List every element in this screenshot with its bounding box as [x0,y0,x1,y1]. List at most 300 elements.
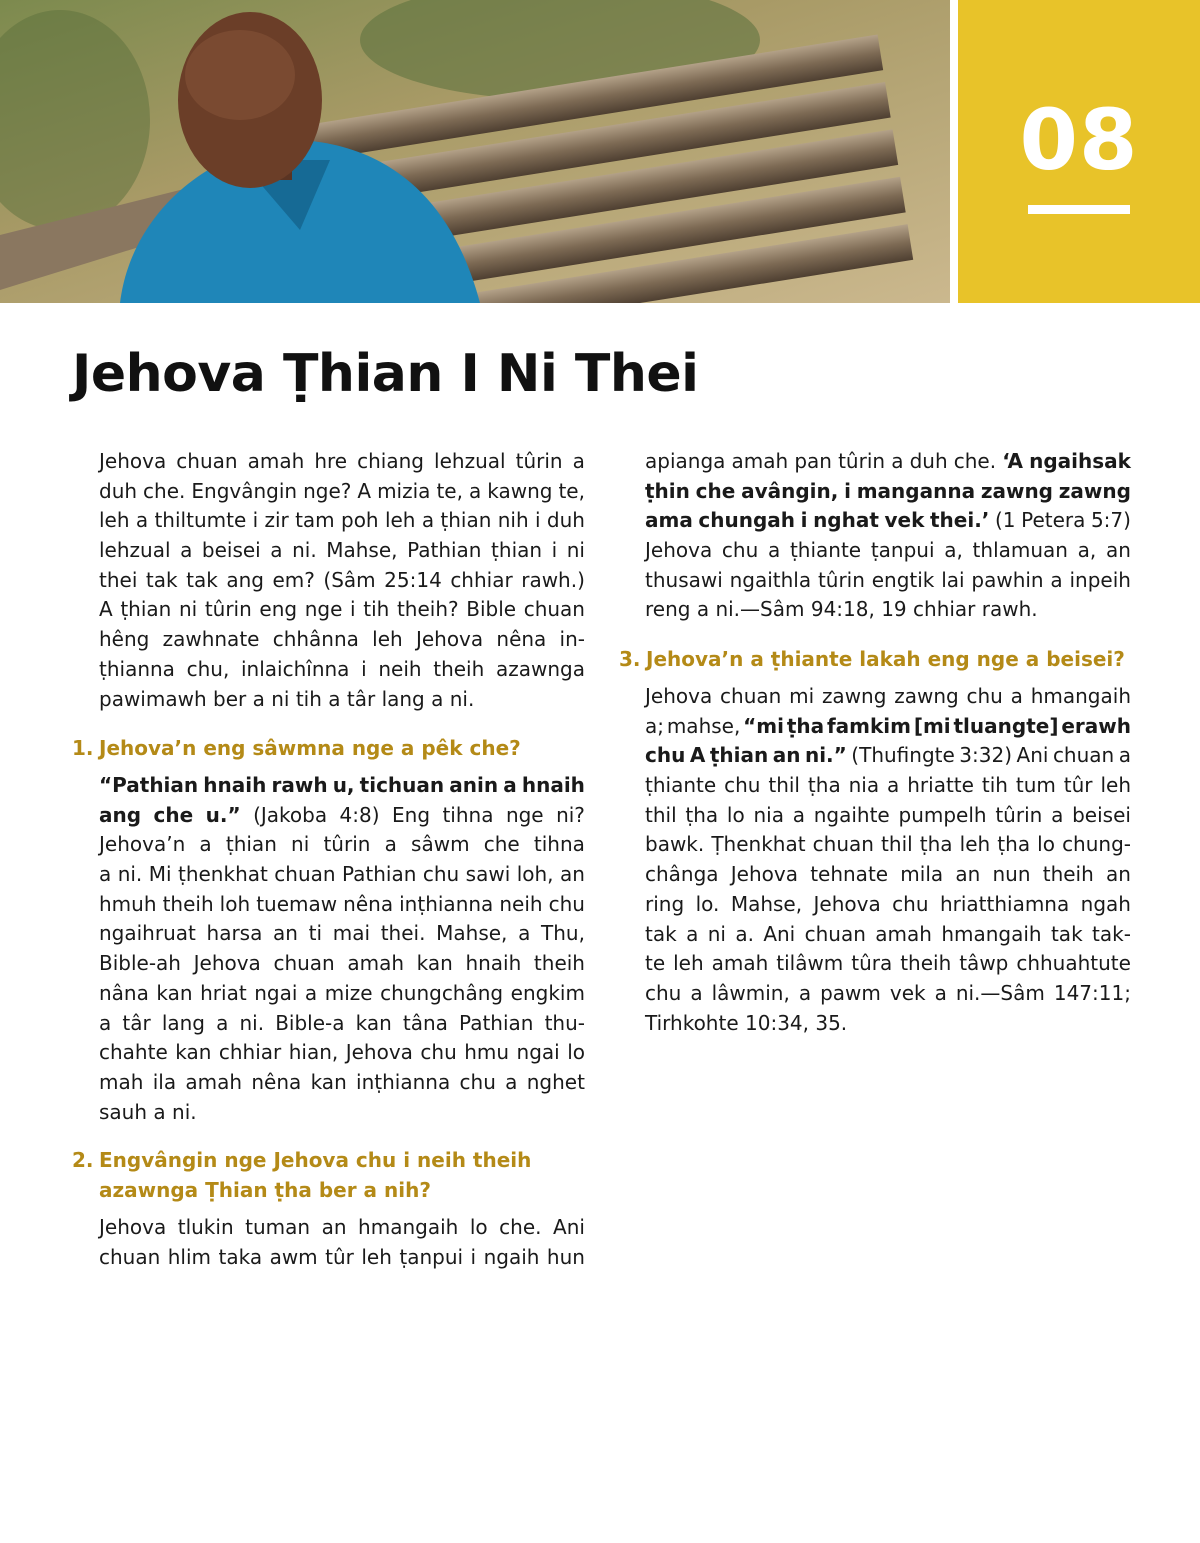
word [645,979,681,1009]
word [273,949,334,979]
word [503,771,517,801]
section-3-paragraph [645,682,1131,1038]
word [203,771,266,801]
word [296,685,328,715]
word [325,979,373,1009]
text-run: hun [546,1244,585,1269]
word [541,919,585,949]
text-run: ni. [449,686,475,711]
word [696,477,736,507]
section-heading-3 [619,645,1125,675]
word [914,712,951,742]
word [1062,830,1131,860]
word [407,536,481,566]
word [547,1243,585,1273]
word [346,1038,413,1068]
text-line [645,712,1131,742]
word [271,685,296,715]
word [743,712,784,742]
text-run: te, [436,478,463,503]
text-line [645,860,1131,890]
text-run: zir [264,508,289,533]
text-run: Ṭhenkhat [711,832,806,857]
word [887,771,899,801]
text-run: pumpelh [898,802,987,827]
word [180,536,192,566]
text-run: 10:34, [745,1010,809,1035]
text-run: ni. [117,862,143,887]
word [907,771,974,801]
bold-text: ni.” [804,743,847,768]
word [146,566,178,596]
word [385,830,397,860]
text-run: tûrin [204,597,252,622]
word [810,860,888,890]
text-run: a [686,921,699,946]
word [722,536,758,566]
word [885,506,925,536]
text-run: chungchâng [380,980,504,1005]
text-run: pawm [820,980,881,1005]
word [730,566,812,596]
bold-text: ṭha [786,713,825,738]
heading-text: Jehova’n eng sâwmna nge a pêk che? [99,736,521,760]
word [384,566,442,596]
text-run: leh [384,508,416,533]
word [556,801,585,831]
text-run: ni [707,921,726,946]
text-line [99,536,585,566]
text-run: loh, [516,862,554,887]
text-line [99,685,585,715]
word [436,477,463,507]
word [900,860,943,890]
word [645,536,712,566]
text-run: an [955,862,981,887]
text-run: tihna [442,802,494,827]
word [420,1038,456,1068]
text-run: tak [186,567,218,592]
word [326,536,397,566]
word [793,801,805,831]
bold-text: nghat [813,508,879,533]
word [325,1243,360,1273]
text-run: ṭha [685,802,719,827]
text-run: Tirhkohte [645,1010,739,1035]
text-run: a [99,862,112,887]
word [350,595,356,625]
text-run: mi [789,684,815,708]
text-run: ni [178,597,198,622]
text-run: 3:32) [959,743,1013,768]
heading-text: Jehova’n a ṭhiante lakah eng nge a beisei? [646,647,1125,671]
word [997,830,1030,860]
word [392,801,430,831]
text-run: ṭhian [225,832,277,857]
text-line [99,506,585,536]
text-run: hlim [167,1244,212,1269]
text-run: mize [324,980,373,1005]
text-run: che. [143,478,186,503]
word [207,919,263,949]
word [517,860,554,890]
text-run: chhiar [913,597,976,622]
bold-text: che [695,478,736,503]
text-run: ring [645,891,685,916]
word [403,1009,448,1039]
word [162,1009,205,1039]
text-line [645,1009,1131,1039]
word [186,566,218,596]
text-run: sawi [465,862,511,887]
section-2-paragraph [99,1213,585,1272]
text-run: chhiar [450,567,513,592]
bold-text: ṭhian [709,743,769,768]
text-run: a [792,802,805,827]
word [270,1243,324,1273]
text-run: ṭha [807,773,841,798]
text-line [645,595,1131,625]
text-run: te, [558,478,585,503]
word [891,447,903,477]
text-run: reng [645,597,691,622]
word [944,536,963,566]
text-run: thlamuan [972,538,1068,563]
word [522,771,585,801]
text-run: taka [218,1244,263,1269]
word [470,1213,488,1243]
text-run: nge [304,597,343,622]
word [241,655,349,685]
word [465,949,521,979]
word [814,890,881,920]
text-run: târ [122,1010,151,1035]
text-line [99,949,585,979]
word [1031,682,1131,712]
text-run: a [572,449,585,473]
text-run: thu- [544,1010,585,1035]
word [1016,771,1056,801]
word [645,949,665,979]
word [995,801,1042,831]
text-line [99,860,585,890]
word [99,801,141,831]
word [136,506,148,536]
word [156,979,192,1009]
word [272,566,314,596]
text-run: chu [721,538,759,563]
text-run: târ [346,686,376,711]
chapter-badge [958,0,1200,303]
word [815,1009,847,1039]
text-run: eng [259,597,298,622]
word [295,506,335,536]
word [549,890,585,920]
word [732,447,789,477]
word [442,801,493,831]
bold-text: tichuan [359,773,445,797]
word [1053,741,1114,771]
word [811,595,881,625]
text-run: i [361,656,367,681]
word [560,860,585,890]
text-run: leh [99,508,130,533]
text-run: kan [416,951,453,976]
bold-text: a [503,773,517,797]
text-run: apianga [645,449,726,473]
text-run: lehzual [99,538,171,563]
text-run: chu [645,980,682,1005]
word [920,830,953,860]
text-run: tûra [851,951,893,976]
word [727,801,745,831]
text-run: Jehova [99,1215,167,1239]
text-run: chung- [1062,832,1131,857]
word [645,477,690,507]
word [305,979,317,1009]
word [776,949,843,979]
text-run: ber [213,686,247,711]
word [154,801,194,831]
text-run: a [468,478,482,503]
text-line [99,890,585,920]
word [645,447,725,477]
word [99,536,171,566]
text-line [645,477,1131,507]
text-run: nge? [303,478,352,503]
text-run: mila [900,862,944,887]
text-run: chhânna [272,627,359,652]
word [995,506,1016,536]
text-run: chuan [720,684,782,708]
text-run: beisei [1072,802,1131,827]
word [372,625,403,655]
word [378,655,421,685]
word [399,1243,469,1273]
word [814,801,890,831]
text-run: chiang [357,449,424,473]
text-run: Ani [763,921,796,946]
text-run: (1 [994,508,1016,533]
text-run: Jehova [415,627,484,652]
word [517,1038,560,1068]
word [397,595,459,625]
text-run: Bible-ah [99,951,181,976]
text-run: a. [735,921,754,946]
text-run: thei [99,567,138,592]
word [450,566,512,596]
word [534,949,585,979]
text-run: chuan [1052,743,1115,768]
text-run: chuan [274,862,336,887]
word [1050,566,1062,596]
heading-text: azawnga Ṭhian ṭha ber a nih? [99,1177,431,1202]
word [645,860,719,890]
bold-text: ama [645,508,693,533]
word [99,830,185,860]
text-run: chânga [645,862,719,887]
text-run: chu [966,684,1003,708]
text-run: lo. [695,891,720,916]
word [466,595,516,625]
word [216,1009,228,1039]
word [645,595,697,625]
word [910,447,948,477]
word [851,741,955,771]
text-run: Pathian [342,862,417,887]
text-run: Ani [1016,743,1049,768]
text-run: a [180,538,193,563]
word [805,741,847,771]
word [712,949,769,979]
text-run: thusawi [645,567,723,592]
text-run: chu [892,891,929,916]
word [711,830,805,860]
text-line [99,1098,585,1128]
text-run: Mahse, [436,921,508,946]
word [673,949,704,979]
word [697,595,716,625]
text-run: mai [332,921,371,946]
text-run: duh [99,478,138,503]
heading-number: 1. [72,736,94,760]
word [745,1009,815,1039]
word [411,830,470,860]
word [696,890,720,920]
word [805,920,866,950]
word [553,1213,585,1243]
word [894,682,958,712]
word [534,830,585,860]
word [971,566,1043,596]
text-run: Jehova [99,449,167,473]
text-line [99,655,585,685]
text-run: pawimawh [99,686,207,711]
word [422,506,434,536]
bold-text: ngaihsak [1029,449,1131,473]
text-run: ngaihruat [99,921,196,946]
intro-paragraph [99,447,585,714]
word [535,506,541,536]
text-run: a [135,508,149,533]
word [686,920,698,950]
text-run: Pathian [459,1010,534,1035]
text-run: (Thufingte [851,743,955,768]
heading-number: 3. [619,647,641,671]
word [645,712,664,742]
text-run: a, [1077,538,1097,563]
word [328,685,347,715]
word [545,1009,585,1039]
word [1043,860,1094,890]
text-line [645,771,1131,801]
word [799,979,811,1009]
text-run: hêng [99,627,150,652]
text-run: inpeih [1069,567,1131,592]
word [153,1098,172,1128]
bold-text: zawng [1058,478,1131,503]
text-run: nâna [99,980,149,1005]
text-line [645,536,1131,566]
word [143,477,185,507]
text-run: Jehova [645,538,713,563]
text-line [99,447,585,477]
word [309,919,322,949]
text-run: rawh. [981,597,1038,622]
word [1072,801,1131,831]
word [567,1038,585,1068]
text-run: chuan [804,921,866,946]
word [99,685,213,715]
word [794,447,832,477]
text-run: leh [361,1244,392,1269]
text-run: nia [848,773,880,798]
word [194,949,261,979]
bold-text: hnaih [203,773,267,797]
text-run: ni. [292,538,317,563]
text-line [99,625,585,655]
word [323,566,375,596]
word [1011,682,1023,712]
text-run: a [304,980,318,1005]
bold-text: manganna [856,478,976,503]
word [954,712,1059,742]
word [690,979,702,1009]
word [206,801,241,831]
text-run: a; [645,713,664,738]
text-run: chuan [523,597,585,622]
text-line [645,566,1131,596]
bold-text: anin [449,773,499,797]
text-line [645,801,1131,831]
word [205,595,252,625]
text-run: ni [271,686,290,711]
word [239,1009,264,1039]
text-run: ṭanpui [399,1244,464,1269]
word [323,830,370,860]
word [959,949,1008,979]
word [567,536,585,566]
word [881,595,913,625]
word [712,979,790,1009]
text-run: awm [269,1244,318,1269]
word [322,1213,347,1243]
text-run: amah [347,951,405,976]
text-run: tuemaw [256,891,338,916]
word [645,741,685,771]
text-run: pan [794,449,832,473]
text-run: ṭhianna [99,656,175,681]
word [558,477,585,507]
text-run: ṭhenkhat [177,862,268,887]
text-run: Mi [148,862,172,887]
word [573,447,585,477]
word [890,979,926,1009]
word [434,447,506,477]
text-run: a [431,686,444,711]
text-run: tih [981,773,1008,798]
text-run: kan [175,1040,212,1065]
text-run: nêna [251,1069,302,1094]
text-run: te [645,951,666,976]
word [385,506,416,536]
word [496,655,585,685]
word [645,890,684,920]
text-run: i [470,1244,477,1269]
word [516,447,563,477]
text-run: duh [546,508,585,533]
text-line [99,771,585,801]
